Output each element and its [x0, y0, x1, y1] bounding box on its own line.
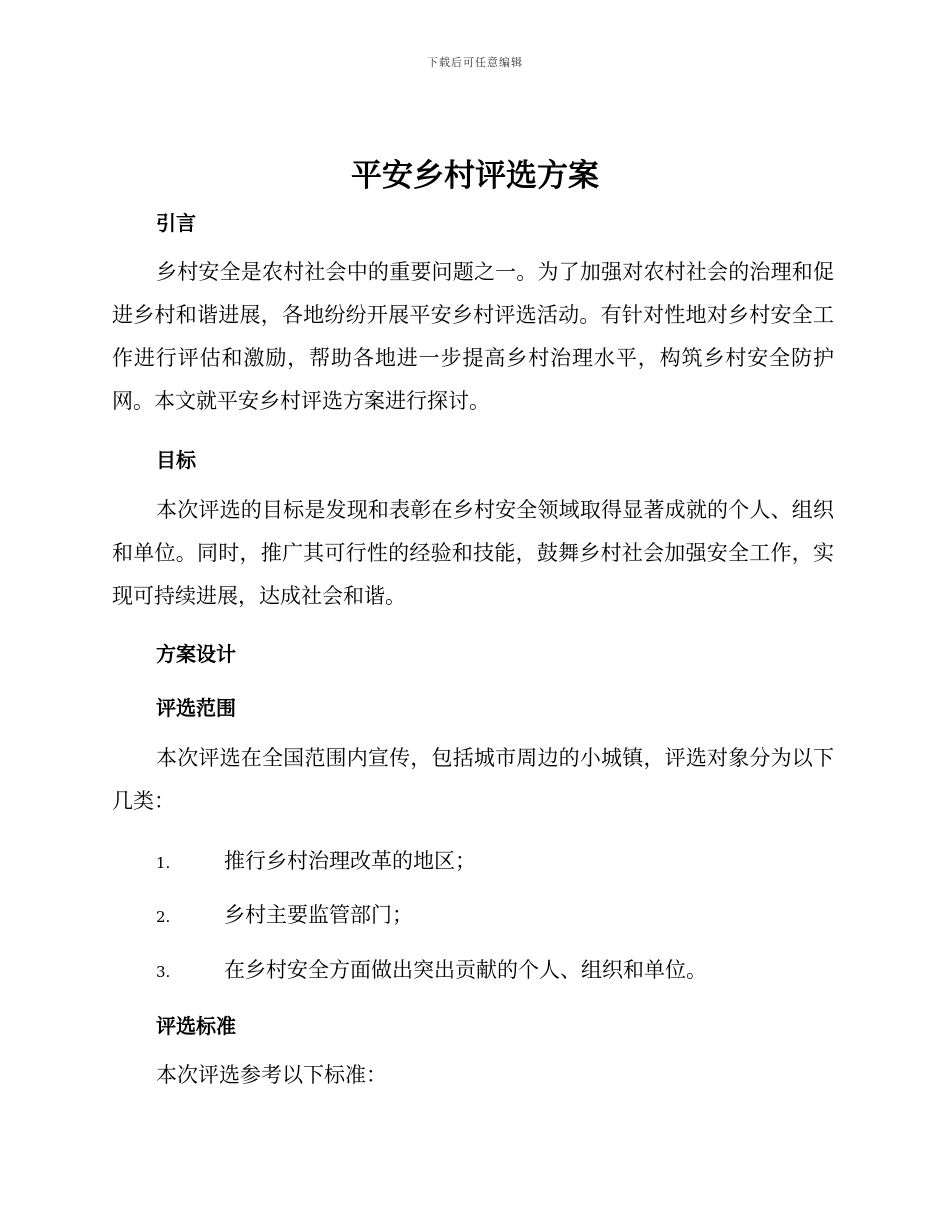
intro-heading: 引言 — [156, 211, 196, 235]
list-item — [156, 899, 413, 929]
goal-paragraph: 本次评选的目标是发现和表彰在乡村安全领域取得显著成就的个人、组织和单位。同时，推广其可行性的经验和技能，鼓舞乡村社会加强安全工作，实现可持续进展，达成社会和谐。 — [112, 498, 834, 608]
list-number: 1. — [156, 854, 171, 872]
design-heading: 方案设计 — [156, 642, 236, 666]
list-item — [156, 954, 707, 984]
list-text: 推行乡村治理改革的地区； — [224, 849, 476, 873]
list-number: 2. — [156, 908, 171, 926]
list-number: 3. — [156, 963, 171, 981]
scope-paragraph: 本次评选在全国范围内宣传，包括城市周边的小城镇，评选对象分为以下几类： — [112, 746, 834, 813]
page-header: 下载后可任意编辑 — [427, 56, 523, 69]
criteria-heading: 评选标准 — [156, 1014, 236, 1038]
intro-paragraph: 乡村安全是农村社会中的重要问题之一。为了加强对农村社会的治理和促进乡村和谐进展，各地纷纷开展平安乡村评选活动。有针对性地对乡村安全工作进行评估和激励，帮助各地进一步提高乡村治理水平，构筑乡村安全防护网。本文就平安乡村评选方案进行探讨。 — [112, 260, 834, 413]
goal-heading: 目标 — [156, 448, 196, 472]
list-text: 在乡村安全方面做出突出贡献的个人、组织和单位。 — [224, 958, 707, 982]
list-text: 乡村主要监管部门； — [224, 903, 413, 927]
scope-heading: 评选范围 — [156, 696, 236, 720]
criteria-paragraph: 本次评选参考以下标准： — [156, 1063, 387, 1087]
list-item — [156, 845, 476, 875]
document-title: 平安乡村评选方案 — [351, 158, 599, 194]
